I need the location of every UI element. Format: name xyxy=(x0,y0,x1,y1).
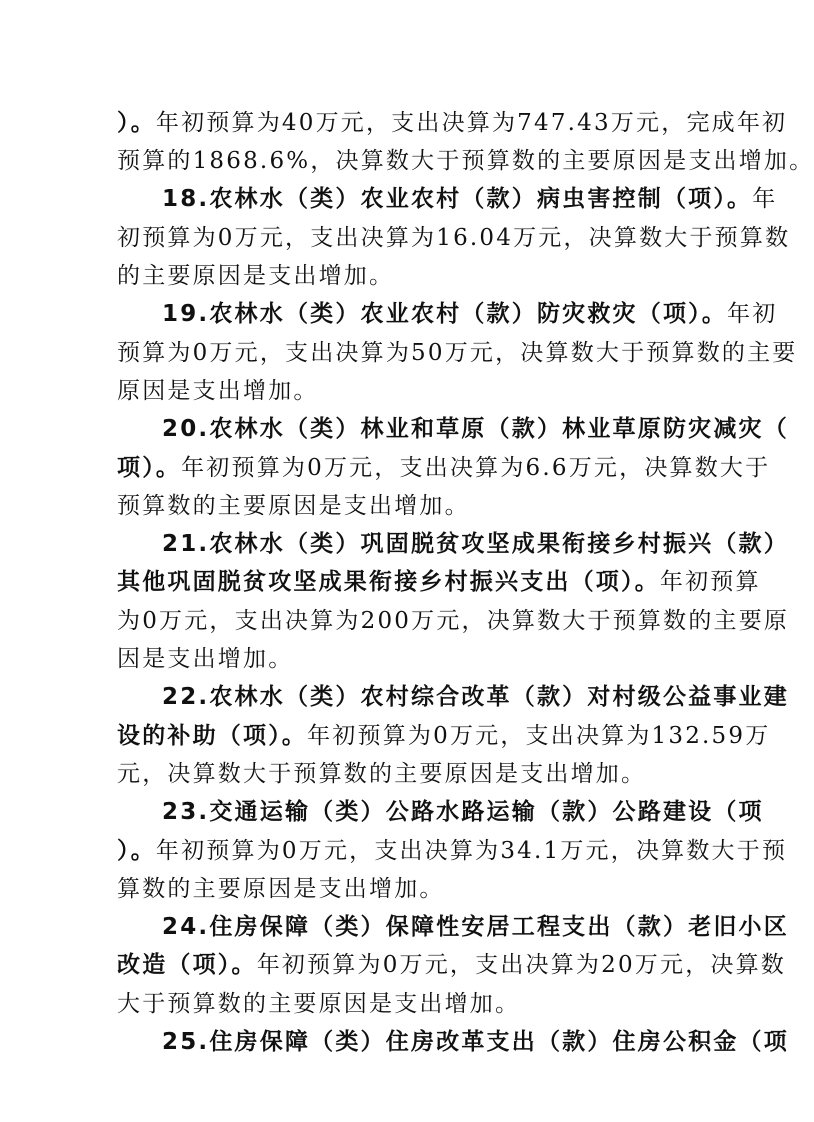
body-text: 年初预算为0万元，支出决算为6.6万元，决算数大于 xyxy=(181,455,771,481)
item-19-heading-line xyxy=(162,294,778,334)
body-text: 年 xyxy=(752,186,778,212)
bold-heading: 19.农林水（类）农业农村（款）防灾救灾（项）。 xyxy=(162,301,728,327)
body-text: 因是支出增加。 xyxy=(117,646,294,672)
bold-heading: 23.交通运输（类）公路水路运输（款）公路建设（项 xyxy=(162,799,764,825)
body-text: 预算为0万元，支出决算为50万元，决算数大于预算数的主要 xyxy=(117,340,798,366)
text-line xyxy=(117,562,761,602)
item-24-heading-line xyxy=(162,907,789,947)
item-22-heading-line xyxy=(162,677,789,717)
body-text: 年初预算为0万元，支出决算为20万元，决算数 xyxy=(256,952,787,978)
body-text: 年初预算 xyxy=(659,569,761,595)
text-line xyxy=(117,371,687,411)
text-line xyxy=(117,869,687,909)
item-21-heading-line xyxy=(162,524,789,564)
body-text: 年初预算为0万元，支出决算为132.59万 xyxy=(307,723,771,749)
text-line xyxy=(117,716,771,756)
text-line xyxy=(117,945,787,985)
text-line xyxy=(117,448,771,488)
text-line xyxy=(117,639,687,679)
body-text: 算数的主要原因是支出增加。 xyxy=(117,876,445,902)
text-line xyxy=(117,831,788,871)
body-text: 年初预算为0万元，支出决算为34.1万元，决算数大于预 xyxy=(155,838,788,864)
bold-heading: 21.农林水（类）巩固脱贫攻坚成果衔接乡村振兴（款） xyxy=(162,531,789,557)
body-text: 年初 xyxy=(727,301,778,327)
body-text: 原因是支出增加。 xyxy=(117,378,319,404)
body-text: 年初预算为40万元，支出决算为747.43万元，完成年初 xyxy=(155,110,788,136)
body-text: 预算的1868.6%，决算数大于预算数的主要原因是支出增加。 xyxy=(117,148,814,174)
bold-heading: ）。 xyxy=(117,838,156,864)
item-20-heading-line xyxy=(162,409,789,449)
body-text: 大于预算数的主要原因是支出增加。 xyxy=(117,991,521,1017)
text-line xyxy=(117,103,788,143)
bold-heading: 24.住房保障（类）保障性安居工程支出（款）老旧小区 xyxy=(162,914,789,940)
bold-heading: 项）。 xyxy=(117,455,182,481)
bold-heading: 设的补助（项）。 xyxy=(117,723,308,749)
body-text: 的主要原因是支出增加。 xyxy=(117,263,395,289)
text-line xyxy=(117,333,798,373)
text-line xyxy=(117,486,687,526)
body-text: 初预算为0万元，支出决算为16.04万元，决算数大于预算数 xyxy=(117,225,791,251)
body-text: 元，决算数大于预算数的主要原因是支出增加。 xyxy=(117,761,647,787)
text-line xyxy=(117,984,687,1024)
text-line xyxy=(117,601,790,641)
bold-heading: 其他巩固脱贫攻坚成果衔接乡村振兴支出（项）。 xyxy=(117,569,660,595)
item-18-heading-line xyxy=(162,179,778,219)
bold-heading: 18.农林水（类）农业农村（款）病虫害控制（项）。 xyxy=(162,186,753,212)
body-text: 为0万元，支出决算为200万元，决算数大于预算数的主要原 xyxy=(117,608,790,634)
text-line xyxy=(117,256,687,296)
bold-heading: 20.农林水（类）林业和草原（款）林业草原防灾减灾（ xyxy=(162,416,789,442)
text-line xyxy=(117,218,791,258)
item-23-heading-line xyxy=(162,792,764,832)
bold-heading: 25.住房保障（类）住房改革支出（款）住房公积金（项 xyxy=(162,1029,789,1055)
text-line xyxy=(117,141,814,181)
bold-heading: ）。 xyxy=(117,110,156,136)
item-25-heading-line xyxy=(162,1022,789,1062)
text-line xyxy=(117,754,687,794)
bold-heading: 22.农林水（类）农村综合改革（款）对村级公益事业建 xyxy=(162,684,789,710)
body-text: 预算数的主要原因是支出增加。 xyxy=(117,493,470,519)
bold-heading: 改造（项）。 xyxy=(117,952,257,978)
